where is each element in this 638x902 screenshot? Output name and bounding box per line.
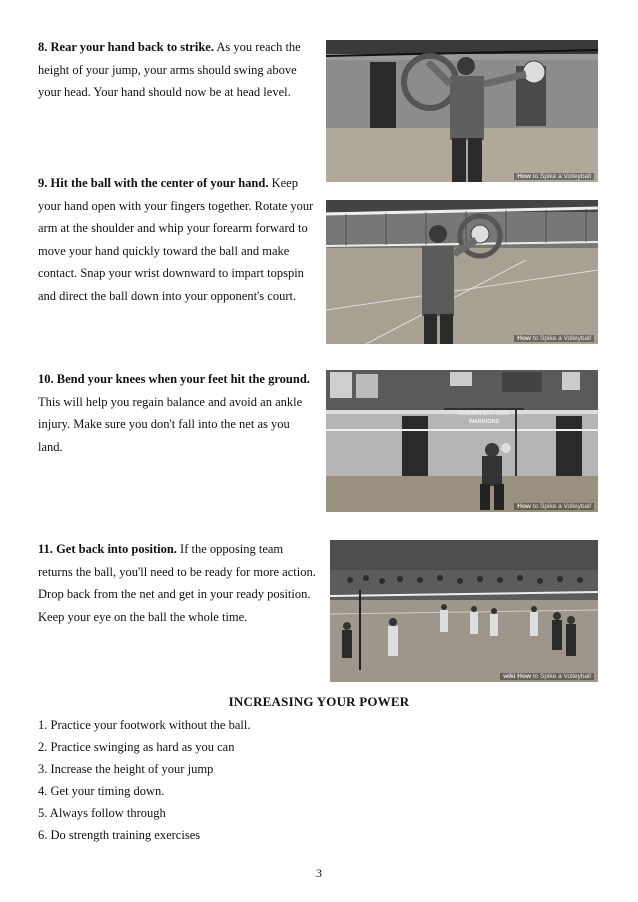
step-10-text: This will help you regain balance and avoid an ankle injury. Make sure you don't fall into the net as you land. [38, 394, 303, 454]
step-11-photo-watermark: wiki How to Spike a Volleyball [500, 673, 594, 680]
step-10-heading: 10. Bend your knees when your feet hit the ground. [38, 372, 310, 386]
power-tips-list [38, 714, 250, 846]
step-11-text: If the opposing team returns the ball, you'll need to be ready for more action. Drop back from the net and get in your ready position. Keep your eye on the ball the whole time. [38, 542, 316, 624]
list-item: 4. Get your timing down. [38, 784, 165, 798]
gym-photo-spiker-raising-arms [326, 40, 598, 182]
gym-photo-match [330, 540, 598, 682]
list-item: 1. Practice your footwork without the ball. [38, 718, 251, 732]
step-10-photo-watermark: How to Spike a Volleyball [514, 503, 594, 510]
step-8-text: As you reach the height of your jump, your arms should swing above your head. Your hand should now be at head level. [38, 40, 301, 99]
step-9-photo [326, 200, 598, 344]
list-item: 6. Do strength training exercises [38, 828, 201, 842]
list-item: 2. Practice swinging as hard as you can [38, 740, 235, 754]
banner-text: MISSION SAN JOSE WARRIORS [458, 411, 510, 425]
list-item: 5. Always follow through [38, 806, 166, 820]
step-10 [38, 368, 316, 458]
gym-photo-landing [326, 370, 598, 512]
step-8 [38, 36, 316, 104]
gym-photo-hitting-ball [326, 200, 598, 344]
step-9-photo-watermark: How to Spike a Volleyball [514, 335, 594, 342]
step-11-photo [330, 540, 598, 682]
step-11-heading: 11. Get back into position. [38, 542, 177, 556]
step-8-photo-watermark: How to Spike a Volleyball [514, 173, 594, 180]
page-number: 3 [316, 866, 322, 880]
step-9-heading: 9. Hit the ball with the center of your hand. [38, 176, 269, 190]
section-title-increasing-power: INCREASING YOUR POWER [228, 694, 410, 709]
step-9-text: Keep your hand open with your fingers together. Rotate your arm at the shoulder and whip your forearm forward to move your hand quickly toward the ball and make contact. Snap your wrist downward to impart topspin and direct the ball down into your opponent's court. [38, 176, 314, 303]
step-11 [38, 538, 316, 628]
step-10-photo [326, 370, 598, 512]
list-item: 3. Increase the height of your jump [38, 762, 214, 776]
step-8-photo [326, 40, 598, 182]
step-8-heading: 8. Rear your hand back to strike. [38, 40, 214, 54]
step-9 [38, 172, 316, 307]
